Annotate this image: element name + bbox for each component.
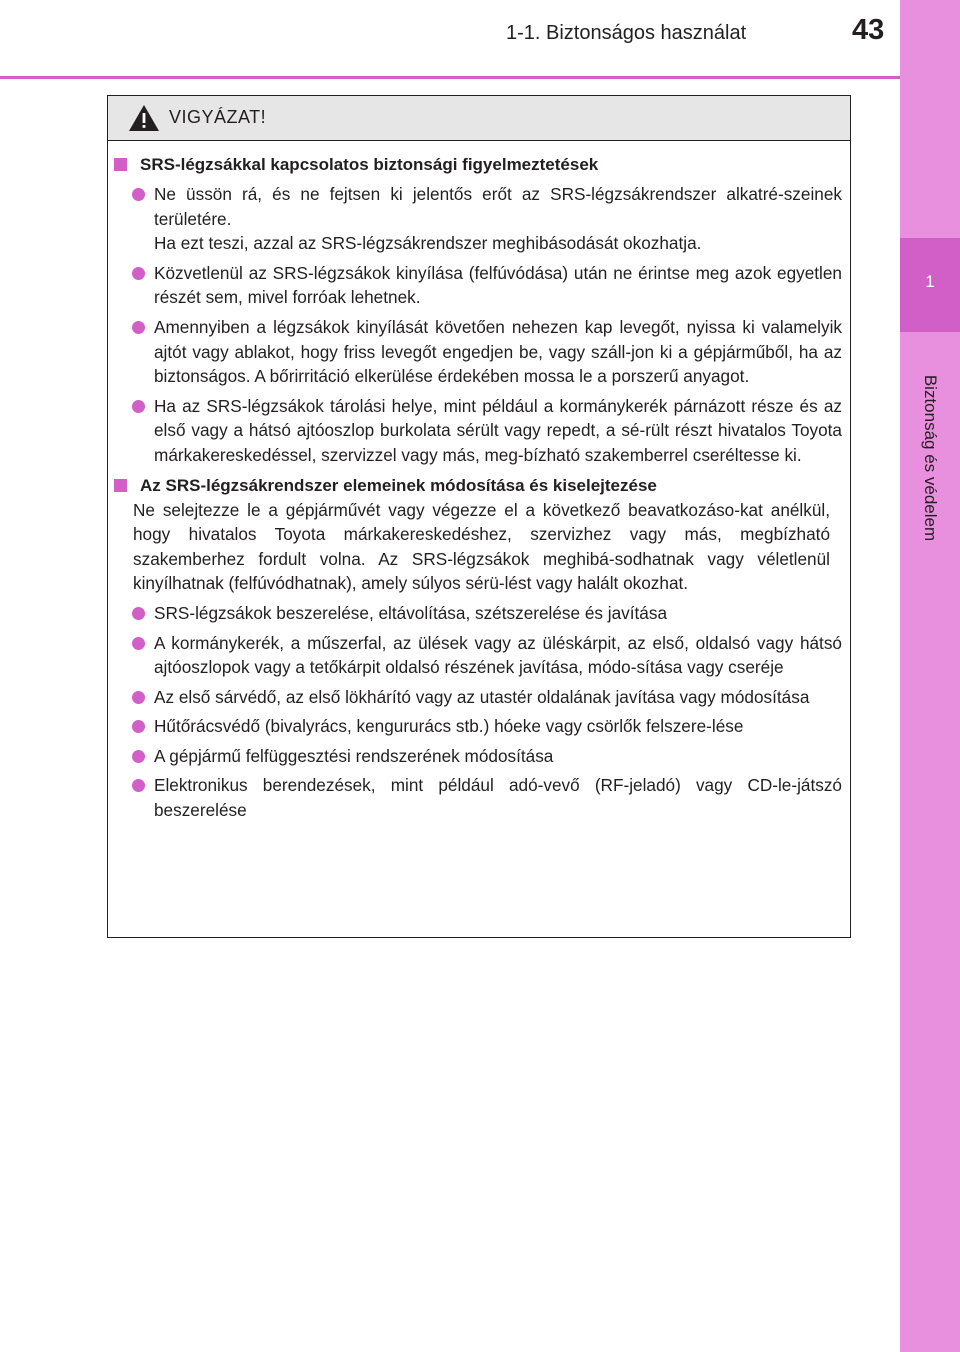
list-item	[108, 714, 850, 739]
list-item-text: Ne üssön rá, és ne fejtsen ki jelentős erőt az SRS-légzsákrendszer alkatré-szeinek területére.	[154, 184, 842, 229]
round-bullet-icon	[132, 720, 145, 733]
round-bullet-icon	[132, 750, 145, 763]
round-bullet-icon	[132, 267, 145, 280]
round-bullet-icon	[132, 188, 145, 201]
round-bullet-icon	[132, 637, 145, 650]
round-bullet-icon	[132, 691, 145, 704]
list-item	[108, 182, 850, 256]
round-bullet-icon	[132, 321, 145, 334]
section-heading	[114, 152, 850, 177]
chapter-label: Biztonság és védelem	[921, 374, 940, 542]
side-tab	[900, 0, 960, 1352]
side-chapter-box	[900, 238, 960, 332]
list-item	[108, 261, 850, 310]
section-heading-text: SRS-légzsákkal kapcsolatos biztonsági figyelmeztetések	[140, 155, 599, 174]
warning-triangle-icon	[128, 104, 160, 132]
warning-body	[108, 152, 850, 823]
warning-header	[108, 96, 850, 141]
list-item	[108, 744, 850, 769]
section-title: 1-1. Biztonságos használat	[506, 22, 747, 44]
section-heading	[114, 473, 850, 498]
list-item-text: Amennyiben a légzsákok kinyílását követően nehezen kap levegőt, nyissa ki valamelyik ajtót vagy ablakot, hogy friss levegőt engedjen be, vagy száll-jon ki a gépjárműből, ha az biztonságos. A bőrirritáció elkerülése érdekében mossa le a porszerű anyagot.	[154, 316, 842, 387]
page-number: 43	[852, 14, 885, 46]
round-bullet-icon	[132, 400, 145, 413]
list-item-text: A kormánykerék, a műszerfal, az ülések vagy az üléskárpit, az első, oldalsó vagy hátsó ajtóoszlopok vagy a tetőkárpit oldalsó részének javítása, módo-sítása vagy cseréje	[154, 632, 842, 678]
warning-title: VIGYÁZAT!	[169, 107, 267, 127]
section-heading-text: Az SRS-légzsákrendszer elemeinek módosítása és kiselejtezése	[140, 475, 657, 495]
list-item-text: Az első sárvédő, az első lökhárító vagy az utastér oldalának javítása vagy módosítása	[154, 686, 810, 707]
square-bullet-icon	[114, 479, 127, 492]
list-item	[108, 394, 850, 468]
list-item-text-continued: Ha ezt teszi, azzal az SRS-légzsákrendszer meghibásodását okozhatja.	[154, 233, 702, 254]
header-rule	[0, 76, 900, 79]
list-item	[108, 315, 850, 389]
list-item-text: Elektronikus berendezések, mint például adó-vevő (RF-jeladó) vagy CD-le-játszó beszerelése	[154, 775, 842, 821]
round-bullet-icon	[132, 607, 145, 620]
list-item	[108, 685, 850, 710]
list-item-text: Közvetlenül az SRS-légzsákok kinyílása (felfúvódása) után ne érintse meg azok egyetlen részét sem, mivel forróak lehetnek.	[154, 262, 842, 308]
square-bullet-icon	[114, 158, 127, 171]
list-item	[108, 601, 850, 626]
list-item-text: SRS-légzsákok beszerelése, eltávolítása, szétszerelése és javítása	[154, 602, 668, 623]
round-bullet-icon	[132, 779, 145, 792]
section-intro: Ne selejtezze le a gépjárművét vagy végezze el a következő beavatkozáso-kat anélkül, hogy hivatalos Toyota márkakereskedéshez, szervizhez vagy más, megbízható szakemberhez fordult volna. Az SRS-légzsákok meghibá-sodhatnak vagy véletlenül kinyílhatnak (felfúvódhatnak), amely súlyos sérü-lést vagy halált okozhat.	[133, 499, 830, 594]
list-item-text: A gépjármű felfüggesztési rendszerének módosítása	[154, 745, 554, 766]
list-item	[108, 631, 850, 680]
warning-box	[107, 95, 851, 938]
list-item-text: Hűtőrácsvédő (bivalyrács, kengururács stb.) hóeke vagy csörlők felszere-lése	[154, 716, 744, 737]
chapter-number: 1	[925, 272, 935, 291]
list-item-text: Ha az SRS-légzsákok tárolási helye, mint például a kormánykerék párnázott része és az első vagy a hátsó ajtóoszlop burkolata sérült vagy repedt, a sé-rült részt hivatalos Toyota márkakereskedéssel, szervizzel vagy más, meg-bízható szakemberrel cseréltesse ki.	[154, 395, 842, 465]
list-item	[108, 773, 850, 822]
